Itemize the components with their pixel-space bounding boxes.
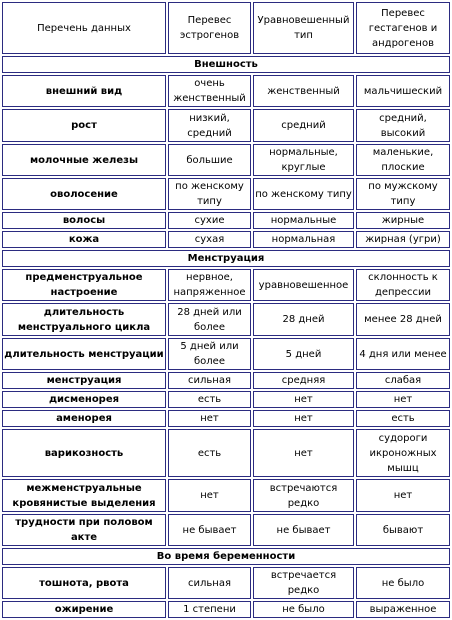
table-row — [2, 410, 450, 427]
table-row — [2, 269, 450, 301]
row-cell: нет — [168, 410, 251, 427]
table-row — [2, 567, 450, 599]
row-cell: 28 дней — [253, 303, 354, 336]
row-cell: сильная — [168, 567, 251, 599]
row-cell: по мужскому типу — [356, 178, 450, 210]
row-cell: 5 дней или более — [168, 338, 251, 370]
table-row — [2, 429, 450, 477]
row-cell: бывают — [356, 514, 450, 546]
row-label: внешний вид — [2, 75, 166, 107]
row-cell: 28 дней или более — [168, 303, 251, 336]
header-cell-balanced: Уравновешенный тип — [253, 2, 354, 54]
row-cell: жирные — [356, 212, 450, 229]
row-label: волосы — [2, 212, 166, 229]
row-cell: нервное, напряженное — [168, 269, 251, 301]
row-label: межменструальные кровянистые выделения — [2, 479, 166, 512]
row-label: длительность менструации — [2, 338, 166, 370]
row-cell: менее 28 дней — [356, 303, 450, 336]
row-label: молочные железы — [2, 144, 166, 176]
row-cell: жирная (угри) — [356, 231, 450, 248]
row-cell: не бывает — [253, 514, 354, 546]
row-cell: очень женственный — [168, 75, 251, 107]
row-label: кожа — [2, 231, 166, 248]
row-cell: 4 дня или менее — [356, 338, 450, 370]
row-cell: средний, высокий — [356, 109, 450, 142]
row-cell: нормальные, круглые — [253, 144, 354, 176]
header-row — [2, 2, 450, 54]
table-row — [2, 479, 450, 512]
row-cell: мальчишеский — [356, 75, 450, 107]
row-cell: нет — [168, 479, 251, 512]
row-cell: выраженное — [356, 601, 450, 618]
table-body — [2, 2, 450, 618]
table-row — [2, 75, 450, 107]
section-row — [2, 250, 450, 267]
row-cell: слабая — [356, 372, 450, 389]
row-cell: нет — [253, 391, 354, 408]
table-row — [2, 212, 450, 229]
row-cell: не бывает — [168, 514, 251, 546]
row-label: ожирение — [2, 601, 166, 618]
row-label: тошнота, рвота — [2, 567, 166, 599]
row-cell: склонность к депрессии — [356, 269, 450, 301]
table-row — [2, 514, 450, 546]
row-cell: есть — [356, 410, 450, 427]
table-row — [2, 178, 450, 210]
table-row — [2, 144, 450, 176]
row-label: предменструальное настроение — [2, 269, 166, 301]
row-cell: женственный — [253, 75, 354, 107]
row-label: менструация — [2, 372, 166, 389]
row-cell: по женскому типу — [168, 178, 251, 210]
row-cell: сухая — [168, 231, 251, 248]
row-cell: уравновешенное — [253, 269, 354, 301]
row-label: аменорея — [2, 410, 166, 427]
header-cell-data-list: Перечень данных — [2, 2, 166, 54]
table-row — [2, 391, 450, 408]
row-cell: встречаются редко — [253, 479, 354, 512]
row-cell: есть — [168, 391, 251, 408]
table-row — [2, 338, 450, 370]
row-cell: нормальная — [253, 231, 354, 248]
section-row — [2, 548, 450, 565]
table-row — [2, 601, 450, 618]
row-cell: 1 степени — [168, 601, 251, 618]
section-title: Внешность — [2, 56, 450, 73]
row-cell: сильная — [168, 372, 251, 389]
row-label: длительность менструального цикла — [2, 303, 166, 336]
header-cell-gestagen: Перевес гестагенов и андрогенов — [356, 2, 450, 54]
row-cell: средняя — [253, 372, 354, 389]
row-label: варикозность — [2, 429, 166, 477]
row-cell: сухие — [168, 212, 251, 229]
row-label: рост — [2, 109, 166, 142]
section-row — [2, 56, 450, 73]
row-cell: большие — [168, 144, 251, 176]
row-cell: низкий, средний — [168, 109, 251, 142]
row-cell: по женскому типу — [253, 178, 354, 210]
row-cell: нет — [356, 479, 450, 512]
section-title: Менструация — [2, 250, 450, 267]
section-title: Во время беременности — [2, 548, 450, 565]
row-cell: нормальные — [253, 212, 354, 229]
row-label: трудности при половом акте — [2, 514, 166, 546]
header-cell-estrogen: Перевес эстрогенов — [168, 2, 251, 54]
row-cell: не было — [253, 601, 354, 618]
row-cell: маленькие, плоские — [356, 144, 450, 176]
table-row — [2, 372, 450, 389]
row-cell: не было — [356, 567, 450, 599]
table-row — [2, 231, 450, 248]
row-cell: средний — [253, 109, 354, 142]
row-label: дисменорея — [2, 391, 166, 408]
row-cell: 5 дней — [253, 338, 354, 370]
row-cell: встречается редко — [253, 567, 354, 599]
row-cell: нет — [356, 391, 450, 408]
row-cell: нет — [253, 429, 354, 477]
table-row — [2, 303, 450, 336]
row-cell: судороги икроножных мышц — [356, 429, 450, 477]
table-row — [2, 109, 450, 142]
row-cell: нет — [253, 410, 354, 427]
row-cell: есть — [168, 429, 251, 477]
row-label: оволосение — [2, 178, 166, 210]
